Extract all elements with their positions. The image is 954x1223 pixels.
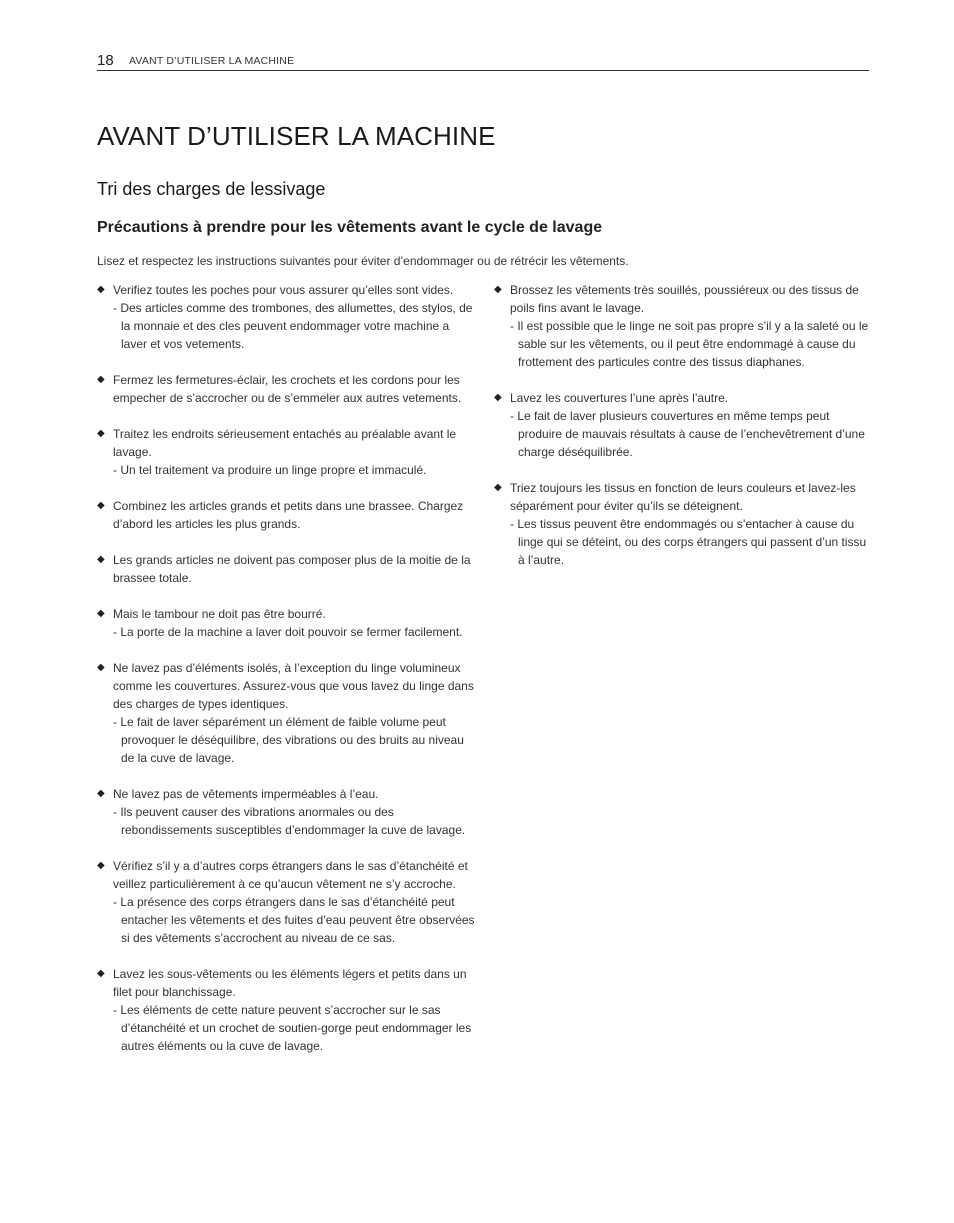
list-item bbox=[97, 605, 475, 641]
diamond-bullet-icon: ◆ bbox=[494, 392, 502, 403]
list-item bbox=[97, 551, 475, 587]
item-subtext: - Les éléments de cette nature peuvent s’accrocher sur le sas d’étanchéité et un crochet de soutien-gorge peut endommager les autres éléments ou la cuve de lavage. bbox=[113, 1003, 472, 1053]
item-subtext: - Ils peuvent causer des vibrations anormales ou des rebondissements susceptibles d’endommager la cuve de lavage. bbox=[113, 805, 466, 837]
subsection-title: Précautions à prendre pour les vêtements avant le cycle de lavage bbox=[97, 219, 603, 236]
diamond-bullet-icon: ◆ bbox=[97, 374, 105, 385]
diamond-bullet-icon: ◆ bbox=[97, 968, 105, 979]
item-text: Verifiez toutes les poches pour vous assurer qu’elles sont vides. bbox=[113, 283, 454, 297]
item-subtext: - Le fait de laver plusieurs couvertures en même temps peut produire de mauvais résultats à cause de l’enchevêtrement d’une charge déséquilibrée. bbox=[510, 409, 865, 459]
item-subtext: - Il est possible que le linge ne soit pas propre s’il y a la saleté ou le sable sur les vêtements, ou il peut être endommagé à cause du frottement des particules contre des tissus diaphanes. bbox=[510, 319, 869, 369]
item-subtext: - La porte de la machine a laver doit pouvoir se fermer facilement. bbox=[113, 625, 463, 639]
diamond-bullet-icon: ◆ bbox=[97, 554, 105, 565]
item-text: Mais le tambour ne doit pas être bourré. bbox=[113, 607, 326, 621]
list-item bbox=[97, 857, 475, 947]
diamond-bullet-icon: ◆ bbox=[97, 608, 105, 619]
diamond-bullet-icon: ◆ bbox=[97, 860, 105, 871]
list-item bbox=[97, 659, 475, 767]
list-item bbox=[97, 371, 475, 407]
item-text: Lavez les sous-vêtements ou les éléments légers et petits dans un filet pour blanchissage. bbox=[113, 967, 467, 999]
item-subtext: - Des articles comme des trombones, des allumettes, des stylos, de la monnaie et des cles peuvent endommager votre machine a laver et vos vetements. bbox=[113, 301, 473, 351]
diamond-bullet-icon: ◆ bbox=[494, 482, 502, 493]
item-text: Les grands articles ne doivent pas composer plus de la moitie de la brassee totale. bbox=[113, 553, 471, 585]
running-title: AVANT D’UTILISER LA MACHINE bbox=[129, 55, 295, 67]
diamond-bullet-icon: ◆ bbox=[97, 428, 105, 439]
section-title: Tri des charges de lessivage bbox=[97, 179, 326, 199]
item-subtext: - Les tissus peuvent être endommagés ou s’entacher à cause du linge qui se déteint, ou des corps étrangers qui passent d’un tissu à l’autre. bbox=[510, 517, 867, 567]
item-text: Vérifiez s’il y a d’autres corps étrangers dans le sas d’étanchéité et veillez particulièrement à ce qu’aucun vêtement ne s’y accroche. bbox=[113, 859, 468, 891]
list-item bbox=[97, 425, 475, 479]
page-header bbox=[97, 52, 869, 71]
diamond-bullet-icon: ◆ bbox=[494, 284, 502, 295]
list-item bbox=[97, 281, 475, 353]
list-item bbox=[97, 785, 475, 839]
right-column-list bbox=[494, 281, 870, 587]
item-subtext: - La présence des corps étrangers dans le sas d’étanchéité peut entacher les vêtements et des fuites d’eau peuvent être observées si des vêtements s’accrochent au niveau de ce sas. bbox=[113, 895, 475, 945]
item-text: Lavez les couvertures l’une après l’autre. bbox=[510, 391, 729, 405]
item-text: Ne lavez pas de vêtements imperméables à l’eau. bbox=[113, 787, 379, 801]
diamond-bullet-icon: ◆ bbox=[97, 662, 105, 673]
intro-paragraph: Lisez et respectez les instructions suivantes pour éviter d’endommager ou de rétrécir les vêtements. bbox=[97, 254, 629, 268]
item-text: Brossez les vêtements très souillés, poussiéreux ou des tissus de poils fins avant le lavage. bbox=[510, 283, 859, 315]
item-text: Fermez les fermetures-éclair, les crochets et les cordons pour les empecher de s’accrocher ou de s’emmeler aux autres vetements. bbox=[113, 373, 462, 405]
list-item bbox=[494, 479, 870, 569]
item-text: Triez toujours les tissus en fonction de leurs couleurs et lavez-les séparément pour éviter qu’ils se déteignent. bbox=[510, 481, 856, 513]
diamond-bullet-icon: ◆ bbox=[97, 500, 105, 511]
left-column-list bbox=[97, 281, 475, 1073]
page-title: AVANT D’UTILISER LA MACHINE bbox=[97, 121, 496, 151]
list-item bbox=[97, 965, 475, 1055]
diamond-bullet-icon: ◆ bbox=[97, 788, 105, 799]
item-subtext: - Un tel traitement va produire un linge propre et immaculé. bbox=[113, 463, 427, 477]
item-text: Combinez les articles grands et petits dans une brassee. Chargez d’abord les articles les plus grands. bbox=[113, 499, 464, 531]
list-item bbox=[494, 281, 870, 371]
item-subtext: - Le fait de laver séparément un élément de faible volume peut provoquer le déséquilibre, des vibrations ou des bruits au niveau de la cuve de lavage. bbox=[113, 715, 464, 765]
list-item bbox=[97, 497, 475, 533]
page-number: 18 bbox=[97, 52, 114, 69]
item-text: Traitez les endroits sérieusement entachés au préalable avant le lavage. bbox=[113, 427, 457, 459]
list-item bbox=[494, 389, 870, 461]
item-text: Ne lavez pas d’éléments isolés, à l’exception du linge volumineux comme les couvertures. Assurez-vous que vous lavez du linge dans des charges de types identiques. bbox=[113, 661, 474, 711]
diamond-bullet-icon: ◆ bbox=[97, 284, 105, 295]
